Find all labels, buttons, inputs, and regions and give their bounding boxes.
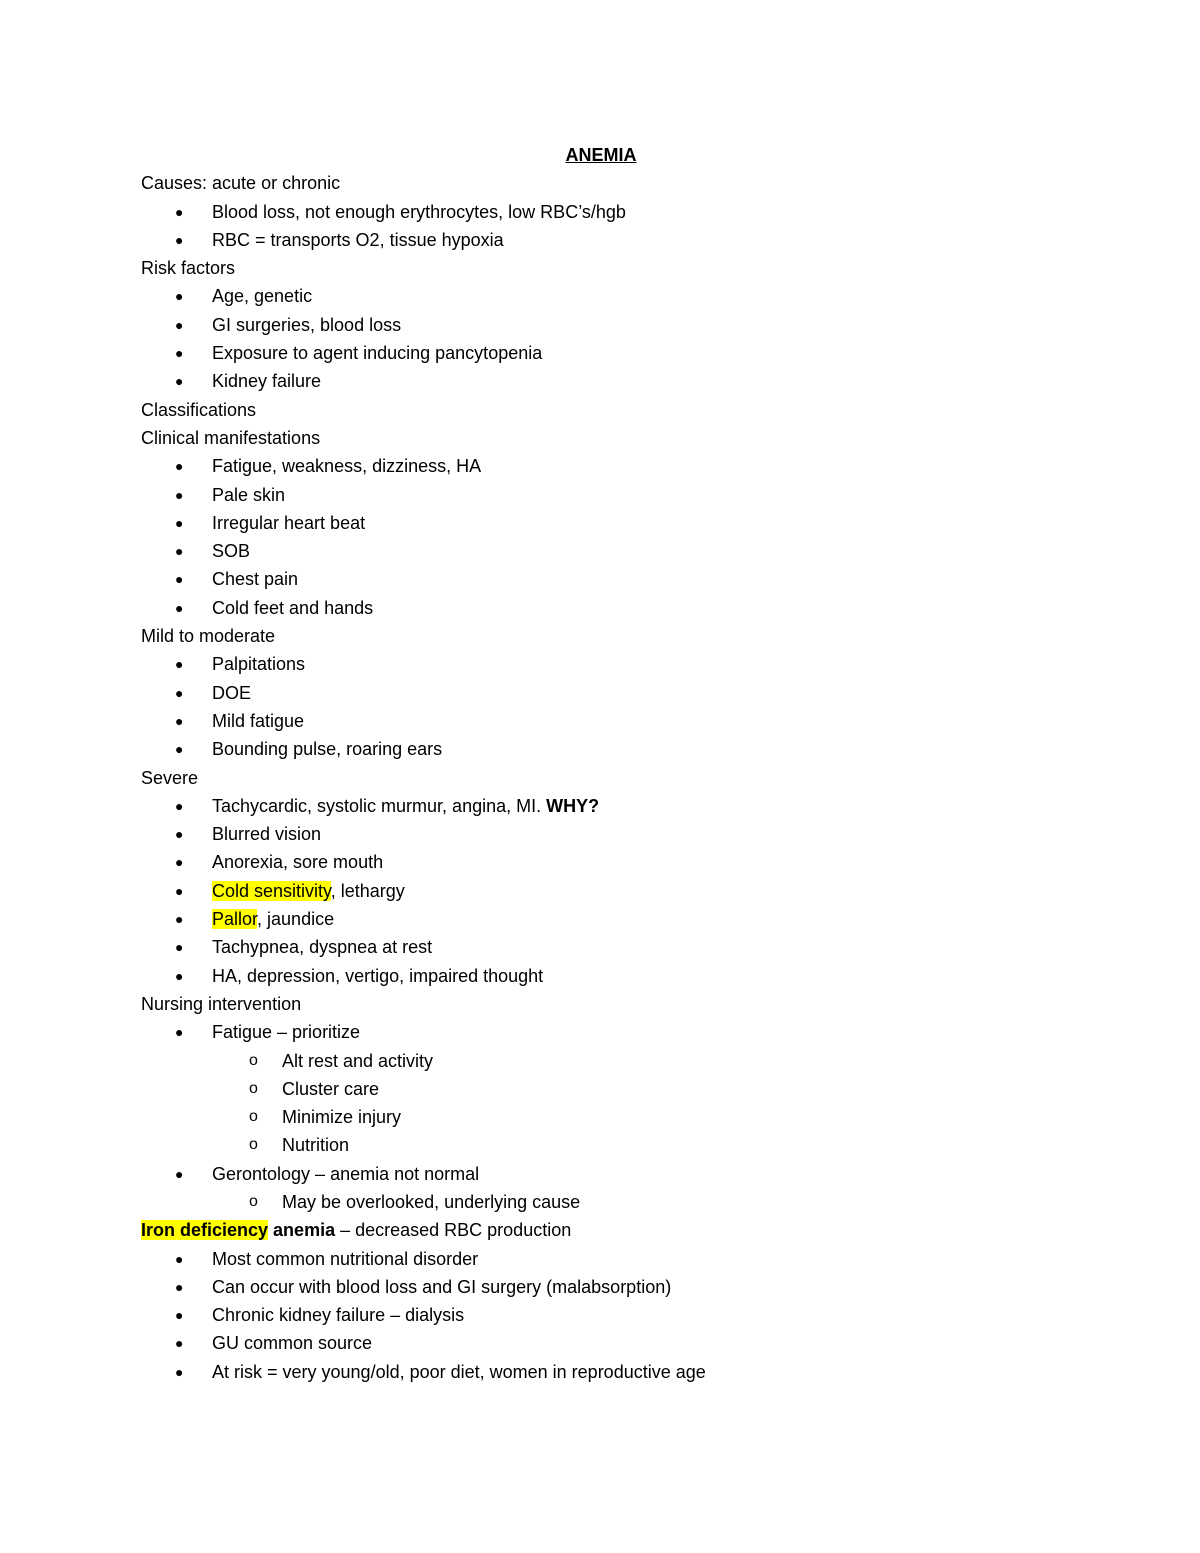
- line-text: Bounding pulse, roaring ears: [212, 739, 443, 760]
- bullet-item: [141, 905, 1061, 933]
- sub-bullet-icon: o: [249, 1051, 258, 1069]
- bullet-icon: ●: [175, 514, 184, 531]
- bullet-icon: ●: [175, 656, 184, 673]
- bullet-icon: ●: [175, 684, 184, 701]
- bullet-icon: ●: [175, 712, 184, 729]
- line-text: Mild to moderate: [141, 626, 276, 647]
- bullet-icon: ●: [175, 741, 184, 758]
- section-heading: [141, 990, 1061, 1018]
- bullet-icon: ●: [175, 1307, 184, 1324]
- sub-bullet-icon: o: [249, 1079, 258, 1097]
- line-text: , lethargy: [330, 880, 405, 901]
- line-text: Cluster care: [282, 1078, 380, 1099]
- sub-bullet-item: [141, 1188, 1061, 1216]
- line-text: Blurred vision: [212, 824, 322, 845]
- bullet-icon: ●: [175, 571, 184, 588]
- line-text: Minimize injury: [282, 1107, 402, 1128]
- bullet-icon: ●: [175, 373, 184, 390]
- bullet-icon: ●: [175, 599, 184, 616]
- line-text: Risk factors: [141, 258, 236, 279]
- line-text: DOE: [212, 682, 252, 703]
- line-text: Cold feet and hands: [212, 597, 374, 618]
- sub-bullet-icon: o: [249, 1108, 258, 1126]
- bullet-item: [141, 679, 1061, 707]
- line-text: Tachycardic, systolic murmur, angina, MI.: [212, 795, 547, 816]
- bullet-item: [141, 1329, 1061, 1357]
- line-text: Can occur with blood loss and GI surgery (malabsorption): [212, 1276, 672, 1297]
- sub-bullet-icon: o: [249, 1136, 258, 1154]
- bullet-icon: ●: [175, 1278, 184, 1295]
- bullet-icon: ●: [175, 345, 184, 362]
- bullet-item: [141, 198, 1061, 226]
- line-text: Nutrition: [282, 1135, 350, 1156]
- bullet-item: [141, 962, 1061, 990]
- line-text: SOB: [212, 541, 251, 562]
- bullet-icon: ●: [175, 939, 184, 956]
- bullet-item: [141, 650, 1061, 678]
- line-text: Anorexia, sore mouth: [212, 852, 384, 873]
- line-text: Irregular heart beat: [212, 512, 366, 533]
- bullet-item: [141, 226, 1061, 254]
- section-heading: [141, 1216, 1061, 1244]
- bullet-item: [141, 1301, 1061, 1329]
- document-page: [141, 141, 1061, 1386]
- highlighted-text: Pallor: [212, 909, 258, 930]
- line-text: Chest pain: [212, 569, 299, 590]
- section-heading: [141, 254, 1061, 282]
- line-text: May be overlooked, underlying cause: [282, 1191, 581, 1212]
- line-text: Exposure to agent inducing pancytopenia: [212, 343, 543, 364]
- bullet-item: [141, 792, 1061, 820]
- bullet-icon: ●: [175, 1165, 184, 1182]
- bullet-icon: ●: [175, 911, 184, 928]
- bullet-item: [141, 707, 1061, 735]
- sub-bullet-item: [141, 1075, 1061, 1103]
- bullet-icon: ●: [175, 1335, 184, 1352]
- line-text: Blood loss, not enough erythrocytes, low RBC’s/hgb: [212, 201, 626, 222]
- line-text: WHY?: [546, 795, 600, 816]
- line-text: Tachypnea, dyspnea at rest: [212, 937, 433, 958]
- line-text: Kidney failure: [212, 371, 322, 392]
- bullet-item: [141, 877, 1061, 905]
- bullet-icon: ●: [175, 967, 184, 984]
- bullet-icon: ●: [175, 1363, 184, 1380]
- highlighted-text: Iron deficiency: [141, 1220, 269, 1241]
- bullet-item: [141, 1245, 1061, 1273]
- bullet-item: [141, 1358, 1061, 1386]
- line-text: Classifications: [141, 399, 257, 420]
- sub-bullet-icon: o: [249, 1192, 258, 1210]
- line-text: Causes: acute or chronic: [141, 173, 341, 194]
- highlighted-text: Cold sensitivity: [212, 880, 331, 901]
- bullet-icon: ●: [175, 231, 184, 248]
- page-title: ANEMIA: [565, 145, 637, 165]
- bullet-item: [141, 311, 1061, 339]
- bullet-icon: ●: [175, 288, 184, 305]
- bullet-item: [141, 1273, 1061, 1301]
- bullet-item: [141, 594, 1061, 622]
- line-text: RBC = transports O2, tissue hypoxia: [212, 229, 504, 250]
- sub-bullet-item: [141, 1047, 1061, 1075]
- bullet-icon: ●: [175, 486, 184, 503]
- line-text: GI surgeries, blood loss: [212, 314, 402, 335]
- section-heading: [141, 169, 1061, 197]
- line-text: anemia: [268, 1220, 336, 1241]
- bullet-icon: ●: [175, 797, 184, 814]
- bullet-icon: ●: [175, 826, 184, 843]
- bullet-item: [141, 367, 1061, 395]
- bullet-icon: ●: [175, 543, 184, 560]
- line-text: GU common source: [212, 1333, 373, 1354]
- bullet-icon: ●: [175, 203, 184, 220]
- bullet-item: [141, 565, 1061, 593]
- line-text: Severe: [141, 767, 199, 788]
- bullet-icon: ●: [175, 458, 184, 475]
- bullet-icon: ●: [175, 854, 184, 871]
- bullet-item: [141, 452, 1061, 480]
- line-text: Most common nutritional disorder: [212, 1248, 479, 1269]
- section-heading: [141, 396, 1061, 424]
- bullet-icon: ●: [175, 882, 184, 899]
- line-text: Nursing intervention: [141, 993, 302, 1014]
- line-text: Age, genetic: [212, 286, 313, 307]
- sub-bullet-item: [141, 1131, 1061, 1159]
- line-text: Alt rest and activity: [282, 1050, 434, 1071]
- bullet-item: [141, 820, 1061, 848]
- bullet-item: [141, 1160, 1061, 1188]
- bullet-item: [141, 1018, 1061, 1046]
- bullet-icon: ●: [175, 316, 184, 333]
- line-text: Palpitations: [212, 654, 306, 675]
- line-text: Mild fatigue: [212, 710, 305, 731]
- bullet-item: [141, 848, 1061, 876]
- line-text: Fatigue, weakness, dizziness, HA: [212, 456, 482, 477]
- line-text: Clinical manifestations: [141, 427, 321, 448]
- section-heading: [141, 764, 1061, 792]
- line-text: Fatigue – prioritize: [212, 1022, 361, 1043]
- line-text: Pale skin: [212, 484, 286, 505]
- bullet-item: [141, 481, 1061, 509]
- section-heading: [141, 424, 1061, 452]
- line-text: At risk = very young/old, poor diet, women in reproductive age: [212, 1361, 706, 1382]
- bullet-icon: ●: [175, 1250, 184, 1267]
- bullet-item: [141, 735, 1061, 763]
- bullet-icon: ●: [175, 1024, 184, 1041]
- line-text: – decreased RBC production: [335, 1220, 572, 1241]
- line-text: Chronic kidney failure – dialysis: [212, 1305, 465, 1326]
- notes-list: [141, 169, 1061, 1386]
- bullet-item: [141, 537, 1061, 565]
- bullet-item: [141, 282, 1061, 310]
- bullet-item: [141, 509, 1061, 537]
- line-text: Gerontology – anemia not normal: [212, 1163, 480, 1184]
- line-text: , jaundice: [257, 909, 335, 930]
- sub-bullet-item: [141, 1103, 1061, 1131]
- line-text: HA, depression, vertigo, impaired thought: [212, 965, 544, 986]
- bullet-item: [141, 933, 1061, 961]
- section-heading: [141, 622, 1061, 650]
- bullet-item: [141, 339, 1061, 367]
